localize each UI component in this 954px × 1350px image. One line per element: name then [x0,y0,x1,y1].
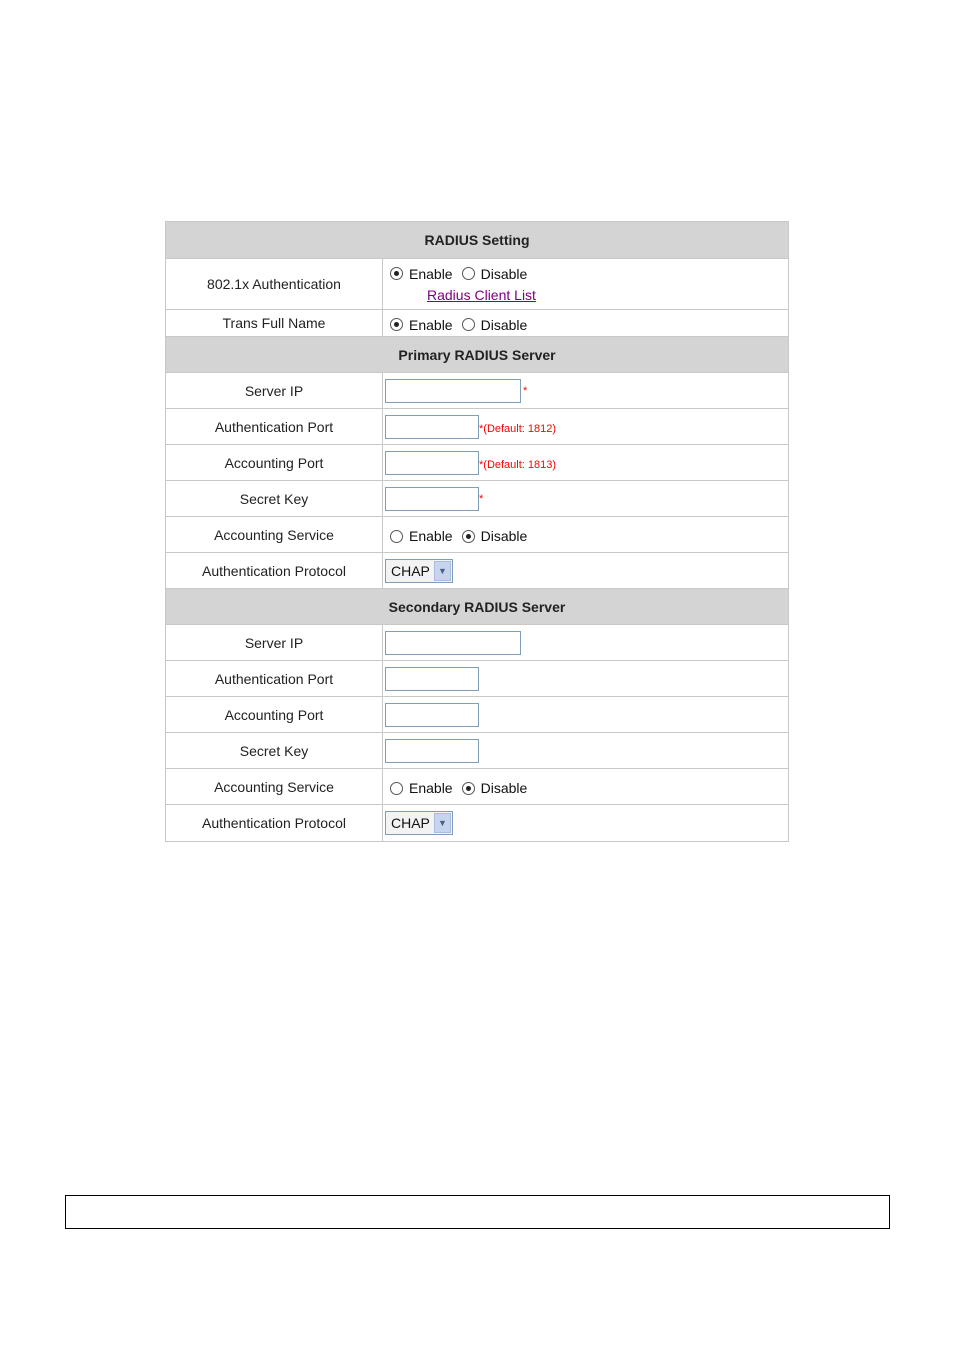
radio-disable[interactable] [462,318,475,331]
row-secondary-server-ip [166,625,788,661]
field-value [383,733,788,768]
field-label: Secret Key [166,733,383,768]
field-label: Accounting Service [166,769,383,804]
chevron-down-icon[interactable]: ▼ [434,561,451,581]
row-primary-server-ip [166,373,788,409]
field-value [383,697,788,732]
field-value [383,805,788,841]
row-primary-acct-port [166,445,788,481]
field-label: 802.1x Authentication [166,259,383,309]
row-secondary-auth-port [166,661,788,697]
row-secondary-acct-service [166,769,788,805]
field-value [383,445,788,480]
radio-disable[interactable] [462,782,475,795]
row-primary-secret-key [166,481,788,517]
radio-enable-label: Enable [409,316,453,333]
section-header-secondary-radius [166,589,788,625]
secondary-auth-protocol-select[interactable] [385,811,453,835]
radio-disable-label: Disable [480,316,528,333]
primary-server-ip-input[interactable] [385,379,521,403]
secondary-server-ip-input[interactable] [385,631,521,655]
select-value: CHAP [391,562,430,579]
radio-enable[interactable] [390,530,403,543]
field-label: Server IP [166,373,383,408]
field-value [383,553,788,588]
radio-disable[interactable] [462,530,475,543]
radio-group-trans-full-name [385,317,536,333]
radio-group-8021x [385,266,536,282]
radio-enable[interactable] [390,782,403,795]
field-label: Accounting Port [166,697,383,732]
radio-enable[interactable] [390,267,403,280]
radio-disable[interactable] [462,267,475,280]
field-label: Server IP [166,625,383,660]
radio-enable-label: Enable [409,265,453,282]
radio-enable-label: Enable [409,780,453,796]
default-note: *(Default: 1812) [479,422,557,435]
field-label: Authentication Protocol [166,805,383,841]
secondary-auth-port-input[interactable] [385,667,479,691]
section-header-radius-setting [166,222,788,259]
chevron-down-icon[interactable]: ▼ [434,813,451,833]
row-secondary-acct-port [166,697,788,733]
row-primary-acct-service [166,517,788,553]
field-label: Secret Key [166,481,383,516]
radio-enable-label: Enable [409,528,453,544]
field-label: Authentication Protocol [166,553,383,588]
radius-setting-form [165,221,789,842]
radius-client-list-link[interactable]: Radius Client List [427,286,536,303]
row-8021x-authentication [166,259,788,310]
field-label: Authentication Port [166,661,383,696]
radio-group-primary-acct-service [385,528,536,544]
field-value [383,625,788,660]
row-secondary-secret-key [166,733,788,769]
secondary-acct-port-input[interactable] [385,703,479,727]
primary-auth-port-input[interactable] [385,415,479,439]
field-value [383,310,788,336]
primary-secret-key-input[interactable] [385,487,479,511]
field-label: Authentication Port [166,409,383,444]
primary-acct-port-input[interactable] [385,451,479,475]
required-note: * [479,492,484,505]
secondary-secret-key-input[interactable] [385,739,479,763]
section-header-primary-radius [166,337,788,373]
row-primary-auth-port [166,409,788,445]
primary-auth-protocol-select[interactable] [385,559,453,583]
section-title: RADIUS Setting [424,232,530,248]
field-label: Accounting Port [166,445,383,480]
radio-disable-label: Disable [480,528,528,544]
field-value [383,661,788,696]
section-title: Primary RADIUS Server [398,346,556,363]
field-value [383,409,788,444]
row-trans-full-name [166,310,788,337]
field-label: Trans Full Name [166,310,383,336]
radio-disable-label: Disable [480,780,528,796]
default-note: *(Default: 1813) [479,458,557,471]
row-secondary-auth-protocol [166,805,788,841]
field-value [383,373,788,408]
section-title: Secondary RADIUS Server [388,598,566,615]
radio-group-secondary-acct-service [385,780,536,796]
field-value [383,517,788,552]
field-value [383,259,788,309]
select-value: CHAP [391,815,430,831]
footer-box [65,1195,890,1229]
radio-enable[interactable] [390,318,403,331]
row-primary-auth-protocol [166,553,788,589]
field-value [383,769,788,804]
field-label: Accounting Service [166,517,383,552]
radio-disable-label: Disable [480,265,528,282]
required-note: * [523,384,528,397]
field-value [383,481,788,516]
